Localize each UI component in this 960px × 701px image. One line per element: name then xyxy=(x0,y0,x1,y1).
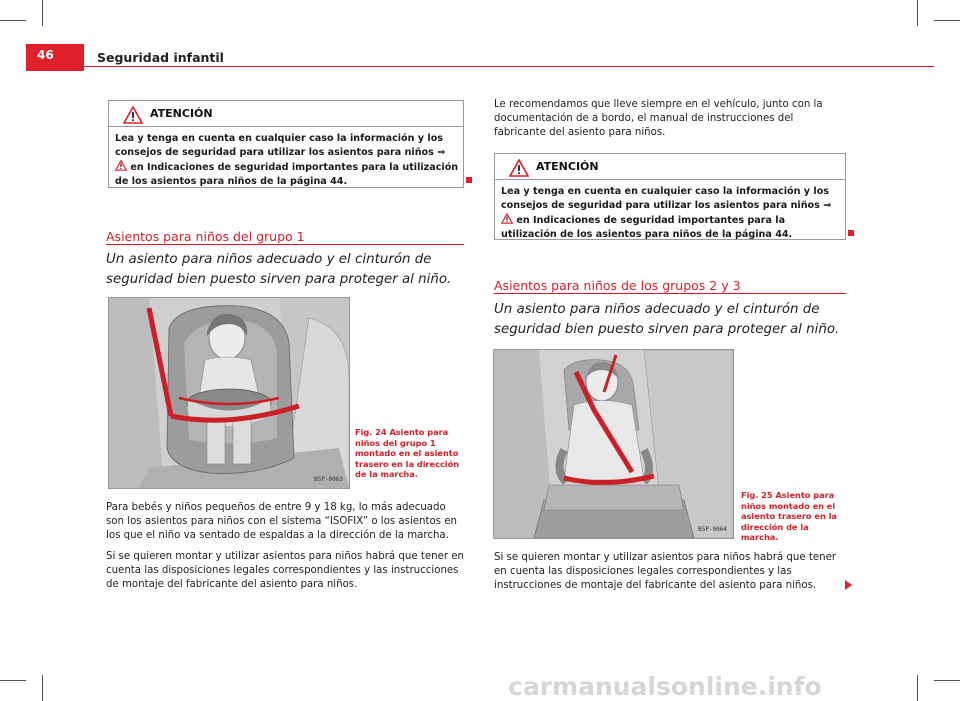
paragraph: Si se quieren montar y utilizar asientos para niños habrá que tener en cuenta las disposiciones legales correspondientes y las instrucciones de montaje del fabricante del asiento para niños. xyxy=(106,551,464,590)
warning-box xyxy=(494,153,846,240)
section-title: Asientos para niños del grupo 1 xyxy=(106,229,305,244)
figure-code: B5P-0064 xyxy=(698,526,727,533)
warning-header xyxy=(109,101,463,127)
warning-ref-icon[interactable] xyxy=(501,213,513,224)
warning-label: ATENCIÓN xyxy=(150,107,213,120)
figure-illustration xyxy=(494,350,733,538)
warning-triangle-icon xyxy=(123,106,143,124)
section-rule xyxy=(494,293,846,294)
end-of-section-mark xyxy=(466,177,472,183)
crop-mark xyxy=(934,20,960,21)
crop-mark xyxy=(917,0,918,26)
section-lead: Un asiento para niños adecuado y el cinturón de seguridad bien puesto sirven para proteger al niño. xyxy=(494,302,840,337)
page-number: 46 xyxy=(37,48,54,62)
end-of-section-mark xyxy=(848,230,854,236)
running-header-title: Seguridad infantil xyxy=(97,50,224,65)
figure-child-seat-group-1 xyxy=(108,297,350,489)
header-rule xyxy=(84,66,934,67)
figure-code: B5P-0063 xyxy=(314,476,343,483)
warning-header xyxy=(495,154,845,180)
intro-paragraph: Le recomendamos que lleve siempre en el vehículo, junto con la documentación de a bordo, el manual de instrucciones del fabricante del asiento para niños. xyxy=(494,99,823,138)
crop-mark xyxy=(42,0,43,26)
warning-box xyxy=(108,100,464,188)
crop-mark xyxy=(0,680,26,681)
figure-illustration xyxy=(109,298,349,488)
page-number-tab xyxy=(26,44,84,71)
warning-triangle-icon xyxy=(509,159,529,177)
warning-text: Lea y tenga en cuenta en cualquier caso la información y los consejos de seguridad para utilizar los asientos para niños ⇒ en Indicaciones de seguridad importantes para la utilización de los asientos para niños de la página 44. xyxy=(501,186,832,240)
watermark: carmanualsonline.info xyxy=(508,672,822,701)
section-rule xyxy=(106,244,464,245)
section-lead: Un asiento para niños adecuado y el cinturón de seguridad bien puesto sirven para proteger al niño. xyxy=(106,252,452,287)
warning-ref-icon[interactable] xyxy=(115,160,127,171)
figure-child-seat-group-2-3 xyxy=(493,349,734,539)
warning-text: Lea y tenga en cuenta en cualquier caso la información y los consejos de seguridad para utilizar los asientos para niños ⇒ en Indicaciones de seguridad importantes para la utilización de los asientos para niños de la página 44. xyxy=(115,133,459,187)
crop-mark xyxy=(934,680,960,681)
figure-caption: Fig. 24 Asiento para niños del grupo 1 montado en el asiento trasero en la dirección de la marcha. xyxy=(355,427,460,479)
section-title: Asientos para niños de los grupos 2 y 3 xyxy=(494,278,741,293)
paragraph: Si se quieren montar y utilizar asientos para niños habrá que tener en cuenta las disposiciones legales correspondientes y las instrucciones de montaje del fabricante del asiento para niños. xyxy=(494,552,837,591)
figure-caption: Fig. 25 Asiento para niños montado en el asiento trasero en la dirección de la marcha. xyxy=(741,490,837,542)
crop-mark xyxy=(917,675,918,701)
crop-mark xyxy=(0,20,26,21)
warning-label: ATENCIÓN xyxy=(536,160,599,173)
crop-mark xyxy=(42,675,43,701)
continue-arrow-icon xyxy=(845,580,852,590)
paragraph: Para bebés y niños pequeños de entre 9 y 18 kg, lo más adecuado son los asientos para niños con el sistema “ISOFIX” o los asientos en los que el niño va sentado de espaldas a la dirección de la marcha. xyxy=(106,502,458,541)
